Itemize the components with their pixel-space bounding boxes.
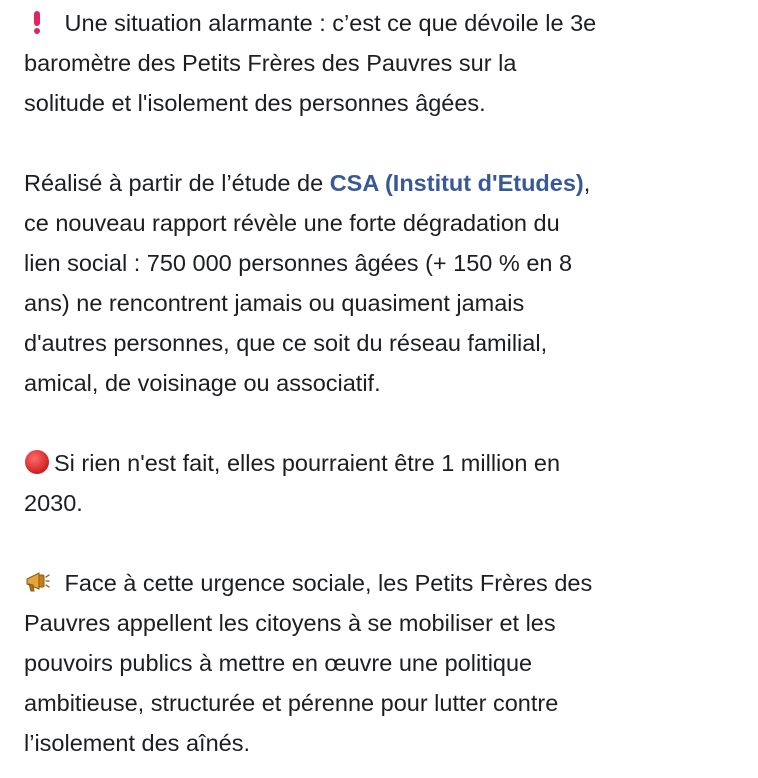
exclamation-icon <box>24 9 50 35</box>
megaphone-icon <box>24 569 50 595</box>
text-line: ambitieuse, structurée et pérenne pour lutter contre <box>24 690 559 716</box>
paragraph-projection <box>24 443 744 523</box>
paragraph-call-to-action <box>24 563 744 763</box>
text-line: baromètre des Petits Frères des Pauvres sur la <box>24 50 517 76</box>
text-line: Pauvres appellent les citoyens à se mobiliser et les <box>24 610 556 636</box>
red-circle-icon <box>24 449 50 475</box>
text-line: Si rien n'est fait, elles pourraient être 1 million en <box>24 443 744 483</box>
text-line: Une situation alarmante : c’est ce que dévoile le 3e <box>24 3 744 43</box>
text-line: d'autres personnes, que ce soit du réseau familial, <box>24 330 548 356</box>
text-line: lien social : 750 000 personnes âgées (+ 150 % en 8 <box>24 250 573 276</box>
text-line: ans) ne rencontrent jamais ou quasiment jamais <box>24 290 525 316</box>
text-line: solitude et l'isolement des personnes âgées. <box>24 90 486 116</box>
text-line: amical, de voisinage ou associatif. <box>24 370 381 396</box>
text-line: Face à cette urgence sociale, les Petits Frères des <box>24 563 744 603</box>
text-line: 2030. <box>24 490 83 516</box>
paragraph-study <box>24 163 744 403</box>
text-line: Réalisé à partir de l’étude de CSA (Institut d'Etudes), <box>24 170 591 196</box>
text-line: ce nouveau rapport révèle une forte dégradation du <box>24 210 560 236</box>
text-line: l’isolement des aînés. <box>24 730 250 756</box>
post-body <box>24 3 744 763</box>
paragraph-intro <box>24 3 744 123</box>
text-line: pouvoirs publics à mettre en œuvre une politique <box>24 650 533 676</box>
csa-link[interactable]: CSA (Institut d'Etudes) <box>329 170 584 196</box>
